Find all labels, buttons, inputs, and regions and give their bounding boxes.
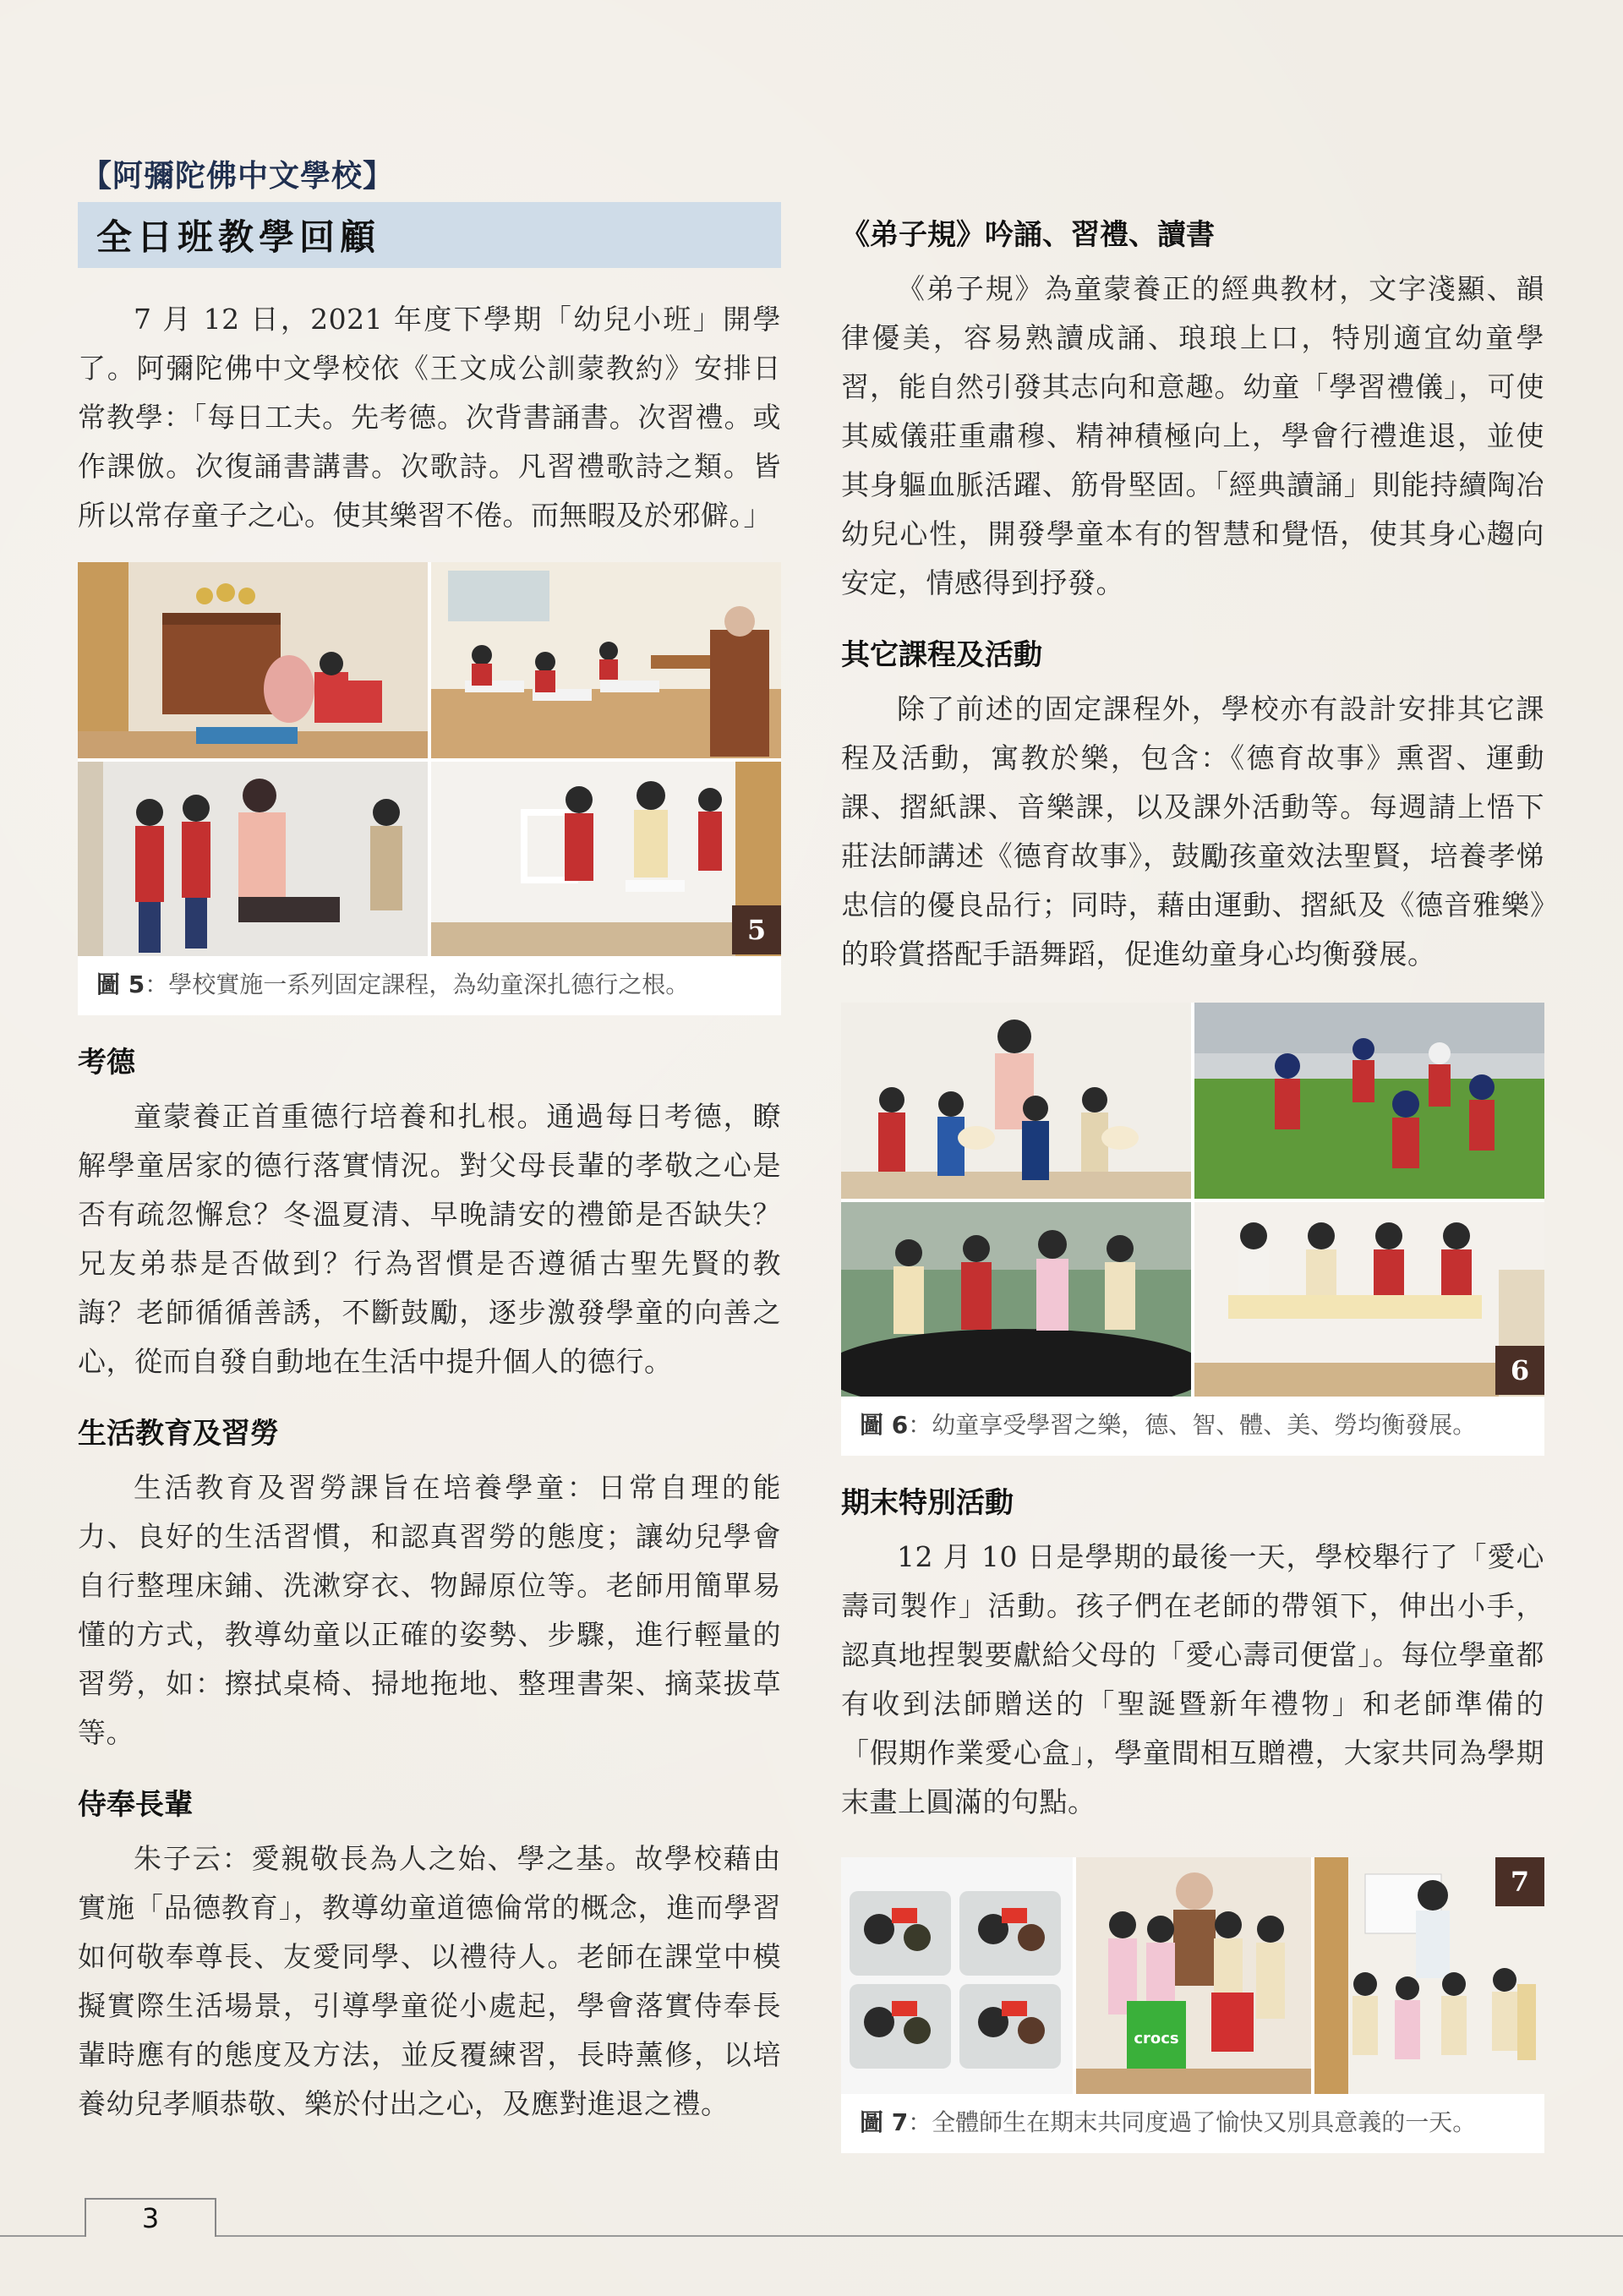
school-tag: 【阿彌陀佛中文學校】 [81,158,395,194]
photo-serving-elders [78,762,428,956]
figure-6-number: 6 [1495,1346,1544,1395]
figure-6-caption [841,1397,1544,1456]
figure-5-caption-label: 圖 5 [96,970,145,998]
photo-outdoor-circle-game [1194,1003,1544,1199]
section-heading-kaode: 考德 [78,1046,135,1080]
section-heading-other-courses: 其它課程及活動 [841,638,1042,672]
section-text-serving-elders: 朱子云：愛親敬長為人之始、學之基。故學校藉由實施「品德教育」，教導幼童道德倫常的概念，進而學習如何敬奉尊長、友愛同學、以禮待人。老師在課堂中模擬實際生活場景，引導學童從小處起，學會落實侍奉長輩時應有的態度及方法，並反覆練習，長時薰修，以培養幼兒孝順恭敬、樂於付出之心，及應對進退之禮。 [78,1842,781,2120]
photo-children-on-trampoline [841,1202,1191,1397]
section-text-life-education: 生活教育及習勞課旨在培養學童：日常自理的能力、良好的生活習慣，和認真習勞的態度；讓幼兒學會自行整理床鋪、洗漱穿衣、物歸原位等。老師用簡單易懂的方式，教導幼童以正確的姿勢、步驟，進行輕量的習勞，如：擦拭桌椅、掃地拖地、整理書架、摘菜拔草等。 [78,1471,781,1749]
photo-chair-lifting [431,762,781,956]
figure-7-number: 7 [1495,1857,1544,1906]
page-title: 全日班教學回顧 [96,216,381,258]
figure-6-photos [841,1003,1544,1397]
figure-5 [78,562,781,1015]
photo-master-with-children [1076,1857,1311,2094]
right-column [841,211,1544,2153]
photo-shrine-bowing [78,562,428,758]
photo-sushi-boxes [841,1857,1073,2094]
left-column [78,152,781,2129]
title-banner [78,202,781,268]
figure-5-number: 5 [732,905,781,954]
section-heading-term-end: 期末特別活動 [841,1486,1014,1520]
figure-6 [841,1003,1544,1456]
section-text-other-courses: 除了前述的固定課程外，學校亦有設計安排其它課程及活動，寓教於樂，包含：《德育故事》熏習、運動課、摺紙課、音樂課，以及課外活動等。每週請上悟下莊法師講述《德育故事》，鼓勵孩童效法聖賢，培養孝悌忠信的優良品行；同時，藉由運動、摺紙及《德音雅樂》的聆賞搭配手語舞蹈，促進幼童身心均衡發展。 [841,692,1544,970]
figure-7-caption [841,2094,1544,2153]
figure-6-caption-text: ：幼童享受學習之樂，德、智、體、美、勞均衡發展。 [908,1411,1477,1439]
figure-5-photos [78,562,781,956]
section-heading-life-education: 生活教育及習勞 [78,1417,279,1451]
figure-5-caption [78,956,781,1015]
footer-rule [0,2235,1623,2237]
intro-paragraph: 7 月 12 日，2021 年度下學期「幼兒小班」開學了。阿彌陀佛中文學校依《王文成公訓蒙教約》安排日常教學：「每日工夫。先考德。次背書誦書。次習禮。或作課倣。次復誦書講書。次歌詩。凡習禮歌詩之類。皆所以常存童子之心。使其樂習不倦。而無暇及於邪僻。」 [78,303,781,532]
figure-7-caption-text: ：全體師生在期末共同度過了愉快又別具意義的一天。 [908,2108,1477,2136]
section-heading-dizigui: 《弟子規》吟誦、習禮、讀書 [841,218,1215,252]
section-text-kaode: 童蒙養正首重德行培養和扎根。通過每日考德，瞭解學童居家的德行落實情況。對父母長輩的孝敬之心是否有疏忽懈怠？冬溫夏清、早晚請安的禮節是否缺失？兄友弟恭是否做到？行為習慣是否遵循古聖先賢的教誨？老師循循善誘，不斷鼓勵，逐步激發學童的向善之心，從而自發自動地在生活中提升個人的德行。 [78,1100,781,1378]
page-number: 3 [85,2198,216,2237]
figure-7-photos [841,1857,1544,2094]
section-heading-serving-elders: 侍奉長輩 [78,1788,193,1822]
gift-bag-label: crocs [1134,2030,1179,2047]
figure-6-caption-label: 圖 6 [860,1411,909,1439]
figure-7-caption-label: 圖 7 [860,2108,909,2136]
photo-children-reading [1194,1202,1544,1397]
section-text-term-end: 12 月 10 日是學期的最後一天，學校舉行了「愛心壽司製作」活動。孩子們在老師的帶領下，伸出小手，認真地捏製要獻給父母的「愛心壽司便當」。每位學童都有收到法師贈送的「聖誕暨新年禮物」和老師準備的「假期作業愛心盒」，學童間相互贈禮，大家共同為學期末畫上圓滿的句點。 [841,1540,1544,1818]
figure-5-caption-text: ：學校實施一系列固定課程，為幼童深扎德行之根。 [145,970,690,998]
figure-7 [841,1857,1544,2153]
photo-teacher-with-children [841,1003,1191,1199]
photo-classroom-desks [431,562,781,758]
section-text-dizigui: 《弟子規》為童蒙養正的經典教材，文字淺顯、韻律優美，容易熟讀成誦、琅琅上口，特別適宜幼童學習，能自然引發其志向和意趣。幼童「學習禮儀」，可使其威儀莊重肅穆、精神積極向上，學會行禮進退，並使其身軀血脈活躍、筋骨堅固。「經典讀誦」則能持續陶冶幼兒心性，開發學童本有的智慧和覺悟，使其身心趨向安定，情感得到抒發。 [841,272,1544,599]
